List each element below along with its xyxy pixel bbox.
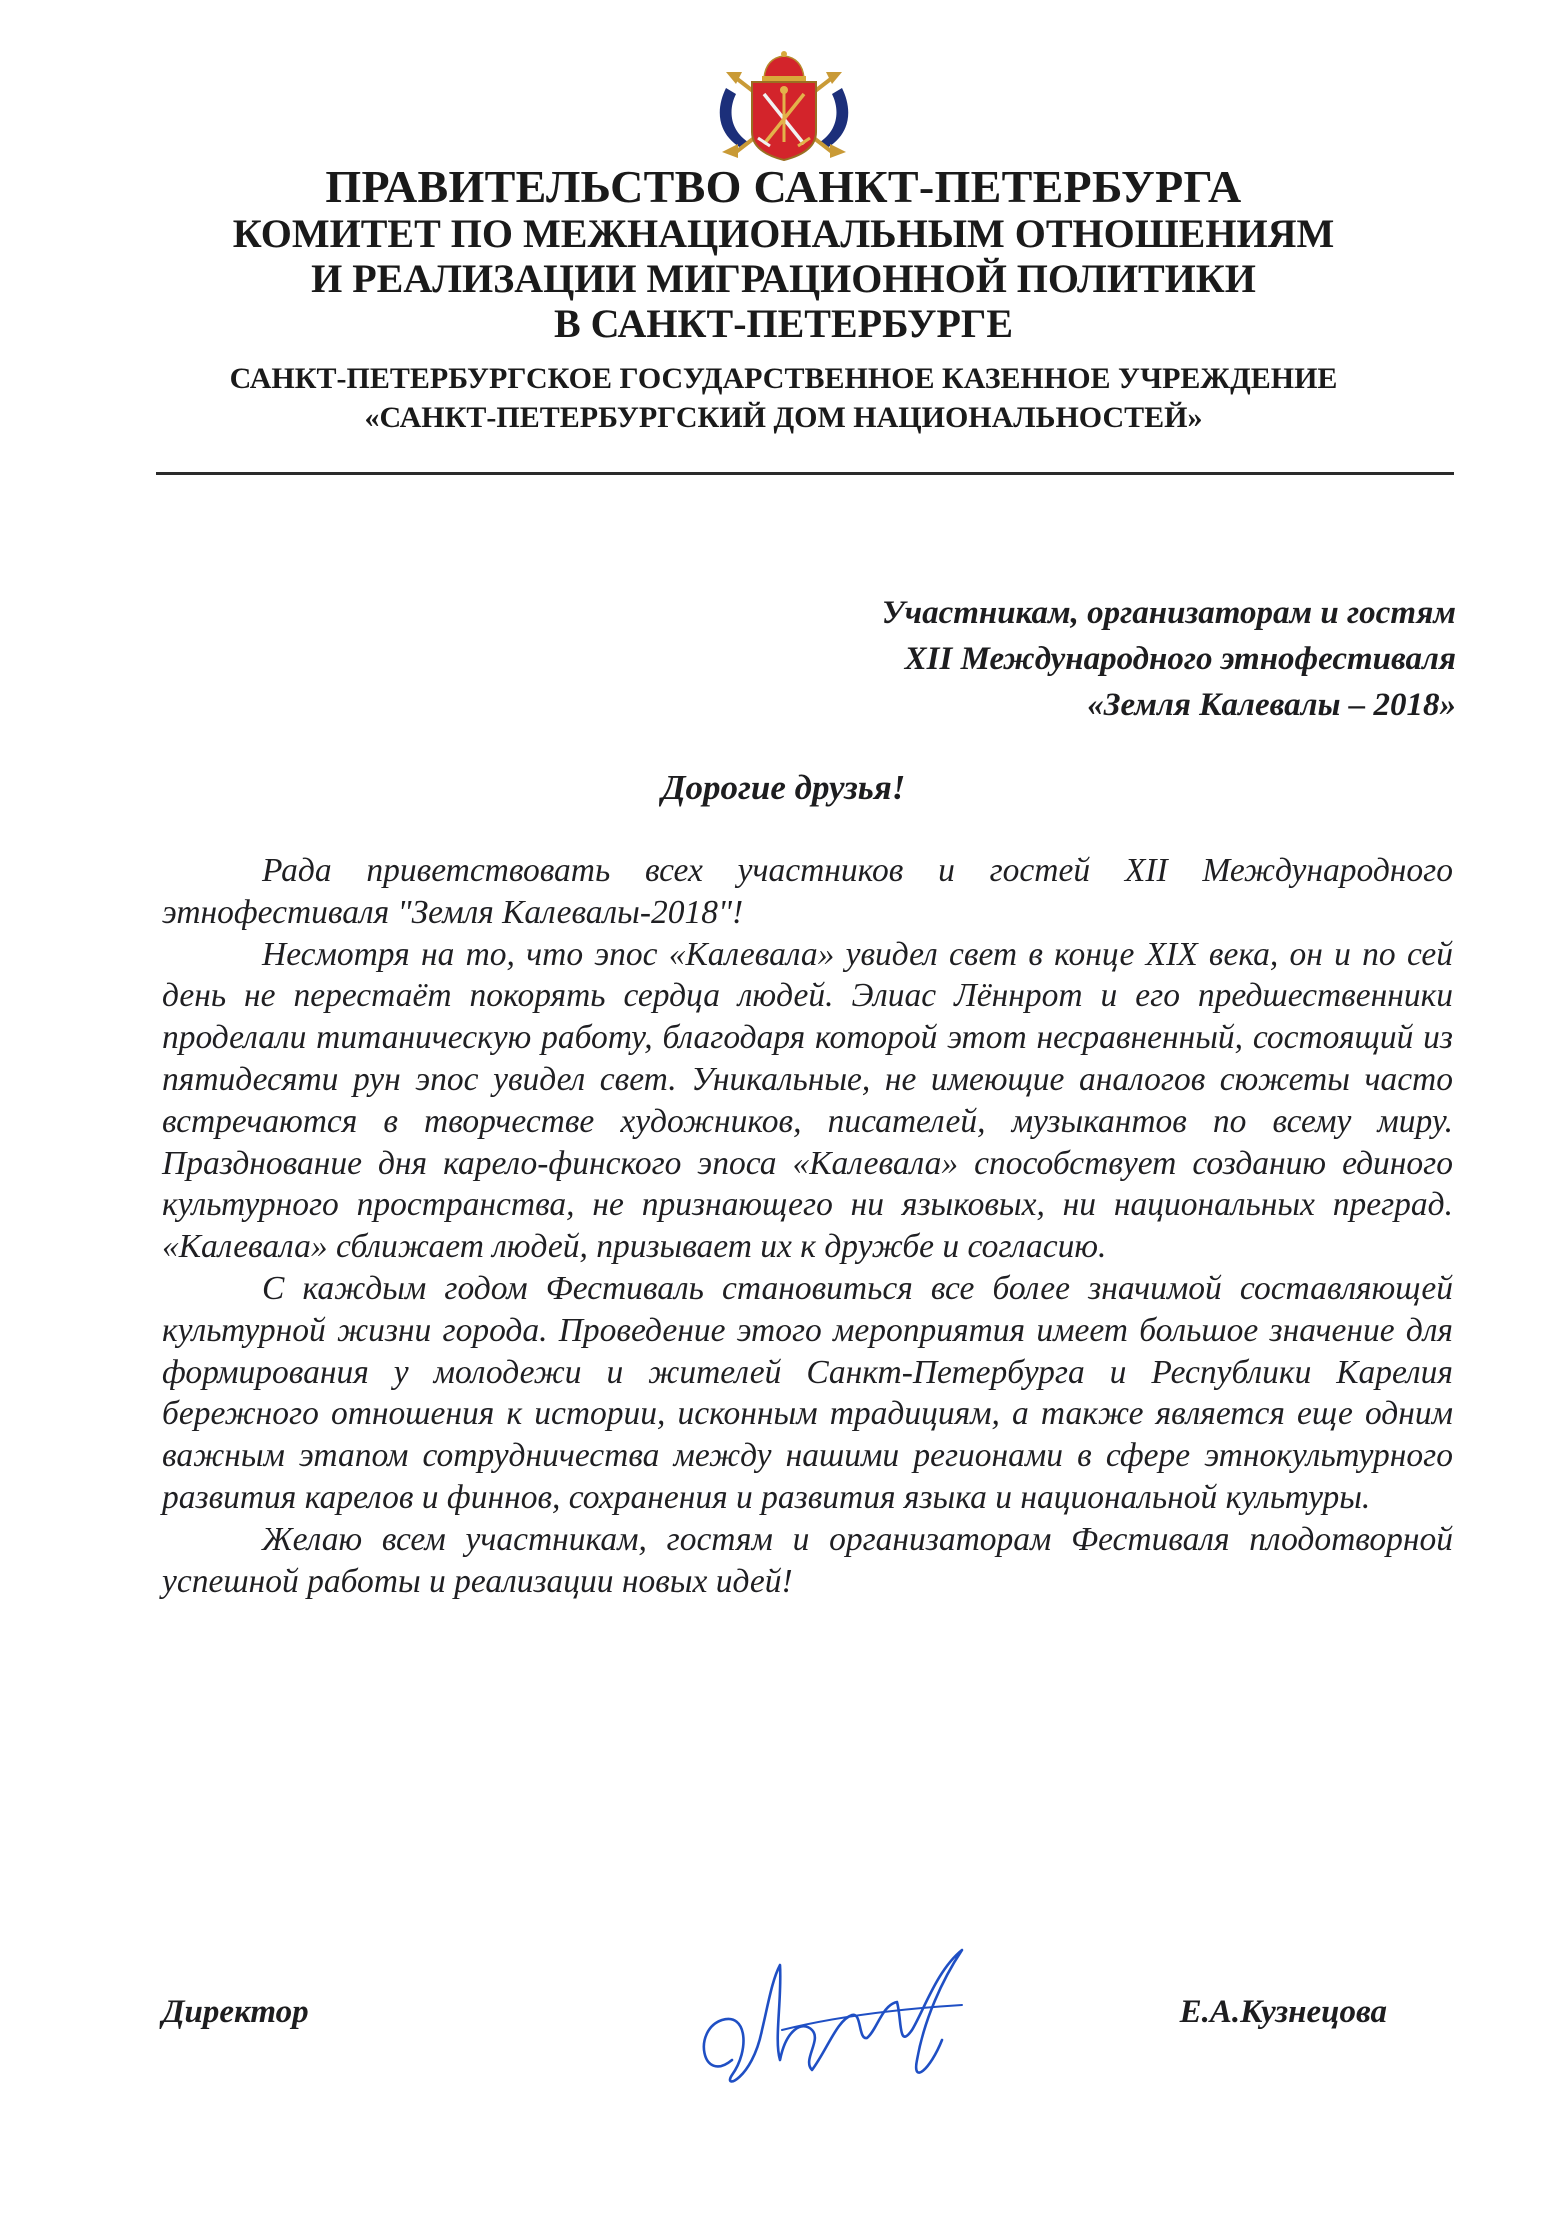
header-committee-line1: КОМИТЕТ ПО МЕЖНАЦИОНАЛЬНЫМ ОТНОШЕНИЯМ [232, 211, 1335, 256]
body-paragraph: Несмотря на то, что эпос «Калевала» увидел свет в конце XIX века, он и по сей день не перестаёт покорять сердца людей. Элиас Лённрот и его предшественники проделали титаническую работу, благодаря которой этот несравненный, состоящий из пятидесяти рун эпос увидел свет. Уникальные, не имеющие аналогов сюжеты часто встречаются в творчестве художников, писателей, музыкантов по всему миру. Празднование дня карело-финского эпоса «Калевала» способствует созданию единого культурного пространства, не признающего ни языковых, ни национальных преград. «Калевала» сближает людей, призывает их к дружбе и согласию. [162, 935, 1453, 1266]
signatory-name: Е.А.Кузнецова [1179, 1994, 1387, 2030]
body-paragraph: С каждым годом Фестиваль становиться все более значимой составляющей культурной жизни города. Проведение этого мероприятия имеет большое значение для формирования у молодежи и жителей Санкт-Петербурга и Республики Карелия бережного отношения к истории, исконным традициям, а также является еще одним важным этапом сотрудничества между нашими регионами в сфере этнокультурного развития карелов и финнов, сохранения и развития языка и национальной культуры. [162, 1269, 1453, 1516]
greeting: Дорогие друзья! [661, 768, 906, 807]
st-petersburg-coat-of-arms-icon [686, 48, 882, 166]
header-institution-line2: «САНКТ-ПЕТЕРБУРГСКИЙ ДОМ НАЦИОНАЛЬНОСТЕЙ» [364, 401, 1203, 434]
header-institution-line1: САНКТ-ПЕТЕРБУРГСКОЕ ГОСУДАРСТВЕННОЕ КАЗЕННОЕ УЧРЕЖДЕНИЕ [229, 362, 1338, 395]
body-paragraph: Рада приветствовать всех участников и гостей XII Международного этнофестиваля "Земля Калевалы-2018"! [162, 852, 1453, 931]
header-committee-line2: И РЕАЛИЗАЦИИ МИГРАЦИОННОЙ ПОЛИТИКИ [311, 256, 1256, 301]
handwritten-signature-icon [662, 1910, 992, 2110]
letter-body [162, 850, 1453, 1602]
addressee-block [882, 590, 1456, 728]
header-committee-line3: В САНКТ-ПЕТЕРБУРГЕ [553, 301, 1014, 346]
header-government-title: ПРАВИТЕЛЬСТВО САНКТ-ПЕТЕРБУРГА [325, 161, 1242, 212]
addressee-line: «Земля Калевалы – 2018» [1087, 687, 1456, 723]
header-divider [156, 472, 1454, 475]
body-paragraph: Желаю всем участникам, гостям и организаторам Фестиваля плодотворной успешной работы и реализации новых идей! [162, 1520, 1453, 1600]
signatory-title: Директор [162, 1994, 309, 2030]
addressee-line: XII Международного этнофестиваля [904, 641, 1456, 677]
addressee-line: Участникам, организаторам и гостям [881, 595, 1456, 631]
